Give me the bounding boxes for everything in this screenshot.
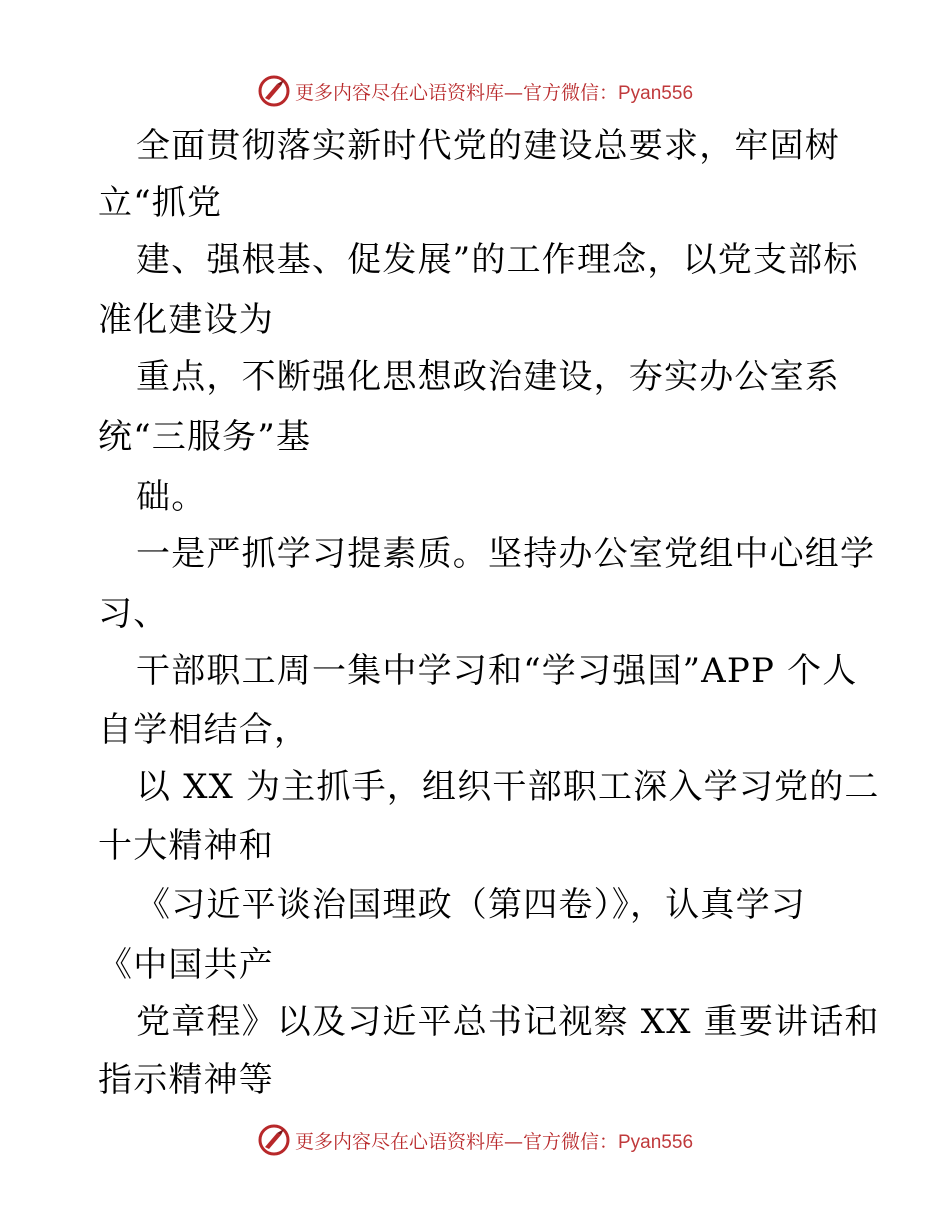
- footer-banner: [0, 1120, 950, 1160]
- text-line: 干部职工周一集中学习和“学习强国”APP 个人: [136, 651, 858, 691]
- header-banner: [0, 71, 950, 111]
- text-line: 自学相结合，: [98, 710, 310, 750]
- text-line: 习、: [98, 594, 169, 634]
- text-line: 以 XX 为主抓手，组织干部职工深入学习党的二: [136, 767, 880, 807]
- footer-banner-label: 更多内容尽在心语资料库—官方微信：: [294, 1130, 618, 1153]
- text-line: 《中国共产: [98, 945, 274, 985]
- brand-logo-icon: [257, 74, 291, 108]
- header-banner-handle: Pyan556: [618, 82, 694, 104]
- text-line: 准化建设为: [98, 300, 274, 340]
- text-line: 建、强根基、促发展”的工作理念，以党支部标: [136, 240, 859, 280]
- footer-banner-text: [295, 1127, 693, 1154]
- brand-logo-icon: [257, 1123, 291, 1157]
- text-line: 统“三服务”基: [98, 417, 312, 457]
- text-line: 一是严抓学习提素质。坚持办公室党组中心组学: [136, 534, 876, 574]
- text-line: 指示精神等: [98, 1060, 274, 1100]
- text-line: 党章程》以及习近平总书记视察 XX 重要讲话和: [136, 1002, 880, 1042]
- header-banner-label: 更多内容尽在心语资料库—官方微信：: [294, 81, 618, 104]
- text-line: 重点，不断强化思想政治建设，夯实办公室系: [136, 357, 840, 397]
- text-line: 全面贯彻落实新时代党的建设总要求，牢固树: [136, 126, 840, 166]
- text-line: 十大精神和: [98, 826, 274, 866]
- footer-banner-handle: Pyan556: [618, 1131, 694, 1153]
- text-line: 《习近平谈治国理政（第四卷）》，认真学习: [136, 885, 806, 925]
- text-line: 立“抓党: [98, 183, 223, 223]
- header-banner-text: [295, 78, 693, 105]
- text-line: 础。: [136, 477, 207, 517]
